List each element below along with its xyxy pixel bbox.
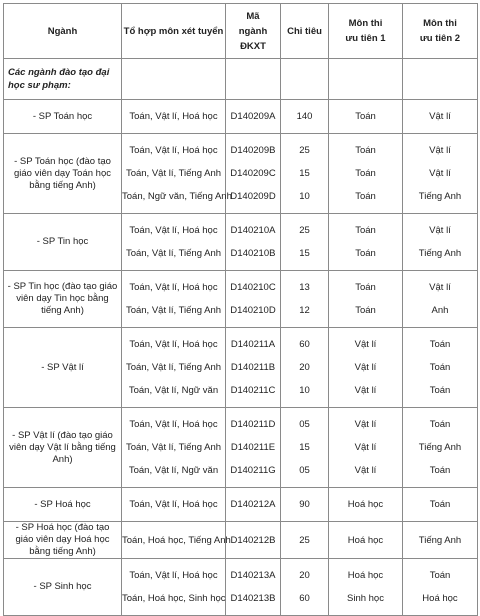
quota-cell [281,328,329,408]
priority-2-line: Toán [429,465,451,476]
combo-line: Toán, Vật lí, Hoá học [129,225,218,236]
priority-1-line: Toán [355,111,376,122]
quota-cell [281,134,329,214]
table-row [4,522,478,559]
combo-line: Toán, Vật lí, Hoá học [129,570,218,581]
priority-1-cell [329,522,403,559]
quota-line: 15 [299,168,310,179]
major-cell: - SP Vật lí [4,328,122,408]
priority-2-cell [403,100,478,134]
quota-line: 13 [299,282,310,293]
table-row [4,100,478,134]
major-cell: - SP Vật lí (đào tạo giáo viên dạy Vật lí bằng tiếng Anh) [4,408,122,488]
quota-line: 25 [299,225,310,236]
quota-cell [281,408,329,488]
code-line: D140212A [230,499,276,510]
code-cell [226,488,281,522]
priority-1-cell [329,328,403,408]
priority-1-line: Vật lí [354,442,377,453]
code-cell [226,328,281,408]
priority-1-line: Toán [355,248,376,259]
priority-1-line: Vật lí [354,339,377,350]
quota-line: 05 [299,465,310,476]
priority-1-line: Sinh học [347,593,384,604]
priority-1-cell [329,408,403,488]
combo-cell [122,328,226,408]
priority-2-line: Toán [429,339,451,350]
priority-2-cell [403,408,478,488]
priority-1-line: Toán [355,225,376,236]
group-empty-cell [226,59,281,100]
code-line: D140209D [230,191,276,202]
priority-2-line: Toán [429,362,451,373]
code-line: D140210B [230,248,276,259]
quota-line: 140 [296,111,313,122]
code-cell [226,522,281,559]
major-cell: - SP Toán học (đào tạo giáo viên dạy Toán học bằng tiếng Anh) [4,134,122,214]
code-cell [226,559,281,616]
priority-2-cell [403,488,478,522]
combo-line: Toán, Vật lí, Ngữ văn [128,385,219,396]
quota-line: 20 [299,570,310,581]
priority-1-line: Vật lí [354,385,377,396]
table-row [4,271,478,328]
header-quota: Chỉ tiêu [281,4,329,59]
priority-1-cell [329,100,403,134]
priority-1-line: Vật lí [354,362,377,373]
combo-line: Toán, Vật lí, Ngữ văn [128,465,219,476]
combo-cell [122,134,232,214]
quota-line: 15 [299,248,310,259]
code-cell [226,408,281,488]
table-row [4,408,478,488]
combo-line: Toán, Vật lí, Tiếng Anh [125,248,222,259]
group-empty-cell [403,59,478,100]
priority-1-line: Vật lí [354,465,377,476]
priority-2-line: Tiếng Anh [418,191,462,202]
priority-1-cell [329,488,403,522]
priority-2-line: Vật lí [429,168,451,179]
combo-line: Toán, Vật lí, Hoá học [129,419,218,430]
priority-1-line: Toán [355,168,376,179]
quota-cell [281,100,329,134]
quota-line: 15 [299,442,310,453]
code-line: D140213B [230,593,276,604]
table-row [4,559,478,616]
priority-2-line: Vật lí [429,225,451,236]
code-line: D140209A [230,111,276,122]
table-row [4,214,478,271]
priority-2-cell [403,134,478,214]
priority-1-cell [329,559,403,616]
code-line: D140211D [230,419,276,430]
priority-1-line: Hoá học [347,534,384,546]
combo-line: Toán, Vật lí, Hoá học [129,499,218,510]
combo-line: Toán, Ngữ văn, Tiếng Anh [122,191,232,202]
code-line: D140211G [230,465,276,476]
combo-line: Toán, Vật lí, Tiếng Anh [125,168,222,179]
combo-line: Toán, Vật lí, Hoá học [129,111,218,122]
priority-1-line: Vật lí [354,419,377,430]
combo-cell [122,559,226,616]
priority-1-line: Hoá học [347,499,384,510]
code-cell [226,214,281,271]
code-line: D140211B [230,362,276,373]
combo-line: Toán, Vật lí, Hoá học [129,145,218,156]
header-priority-1: Môn thi ưu tiên 1 [329,4,403,59]
priority-1-line: Toán [355,145,376,156]
code-line: D140211C [230,385,276,396]
major-cell: - SP Tin học (đào tạo giáo viên dạy Tin học bằng tiếng Anh) [4,271,122,328]
combo-line: Toán, Vật lí, Hoá học [129,339,218,350]
code-line: D140210A [230,225,276,236]
combo-cell [122,271,226,328]
priority-2-line: Toán [429,499,451,510]
priority-2-line: Tiếng Anh [418,248,462,259]
priority-2-cell [403,328,478,408]
combo-cell [122,522,231,559]
combo-cell [122,100,226,134]
priority-2-line: Tiếng Anh [418,442,462,453]
priority-2-line: Toán [429,419,451,430]
quota-cell [281,488,329,522]
combo-line: Toán, Vật lí, Tiếng Anh [125,442,222,453]
header-combo: Tổ hợp môn xét tuyển [122,4,226,59]
major-cell: - SP Hoá học (đào tạo giáo viên dạy Hoá học bằng tiếng Anh) [4,522,122,559]
priority-1-cell [329,271,403,328]
priority-2-cell [403,559,478,616]
quota-cell [281,214,329,271]
priority-2-line: Vật lí [429,145,451,156]
priority-2-line: Hoá học [422,593,458,604]
priority-1-line: Toán [355,305,376,316]
quota-line: 60 [299,339,310,350]
combo-cell [122,408,226,488]
header-priority-2: Môn thi ưu tiên 2 [403,4,478,59]
priority-2-line: Toán [429,570,451,581]
quota-line: 05 [299,419,310,430]
quota-line: 10 [299,191,310,202]
code-line: D140209B [230,145,276,156]
quota-cell [281,271,329,328]
quota-line: 60 [299,593,310,604]
header-code: Mã ngành ĐKXT [226,4,281,59]
combo-line: Toán, Vật lí, Tiếng Anh [125,305,222,316]
priority-1-cell [329,134,403,214]
priority-2-line: Vật lí [429,282,451,293]
major-cell: - SP Toán học [4,100,122,134]
quota-cell [281,559,329,616]
code-line: D140210C [230,282,276,293]
quota-line: 12 [299,305,310,316]
priority-2-cell [403,271,478,328]
priority-2-line: Vật lí [429,111,451,122]
combo-line: Toán, Vật lí, Hoá học [129,282,218,293]
group-label: Các ngành đào tạo đại học sư phạm: [4,59,122,100]
combo-line: Toán, Hoá học, Sinh học [122,593,226,604]
code-line: D140210D [230,305,276,316]
priority-2-line: Anh [431,305,449,316]
major-cell: - SP Tin học [4,214,122,271]
group-empty-cell [281,59,329,100]
priority-1-line: Toán [355,191,376,202]
header-row [4,4,478,59]
header-major: Ngành [4,4,122,59]
group-empty-cell [122,59,226,100]
priority-2-cell [403,214,478,271]
table-row [4,328,478,408]
major-cell: - SP Hoá học [4,488,122,522]
quota-line: 25 [299,534,310,546]
code-line: D140212B [230,534,276,546]
admissions-table [3,3,478,616]
table-row [4,488,478,522]
priority-2-line: Tiếng Anh [418,534,462,546]
priority-1-cell [329,214,403,271]
code-line: D140213A [230,570,276,581]
code-cell [226,271,281,328]
code-cell [226,100,281,134]
combo-cell [122,214,226,271]
table-row [4,134,478,214]
quota-line: 20 [299,362,310,373]
combo-line: Toán, Hoá học, Tiếng Anh [122,534,231,546]
quota-line: 25 [299,145,310,156]
combo-cell [122,488,226,522]
quota-cell [281,522,329,559]
group-row [4,59,478,100]
group-empty-cell [329,59,403,100]
quota-line: 90 [299,499,310,510]
code-line: D140211E [230,442,276,453]
priority-1-line: Toán [355,282,376,293]
code-line: D140209C [230,168,276,179]
priority-2-line: Toán [429,385,451,396]
combo-line: Toán, Vật lí, Tiếng Anh [125,362,222,373]
code-line: D140211A [230,339,276,350]
priority-2-cell [403,522,478,559]
code-cell [226,134,281,214]
priority-1-line: Hoá học [347,570,384,581]
quota-line: 10 [299,385,310,396]
major-cell: - SP Sinh học [4,559,122,616]
